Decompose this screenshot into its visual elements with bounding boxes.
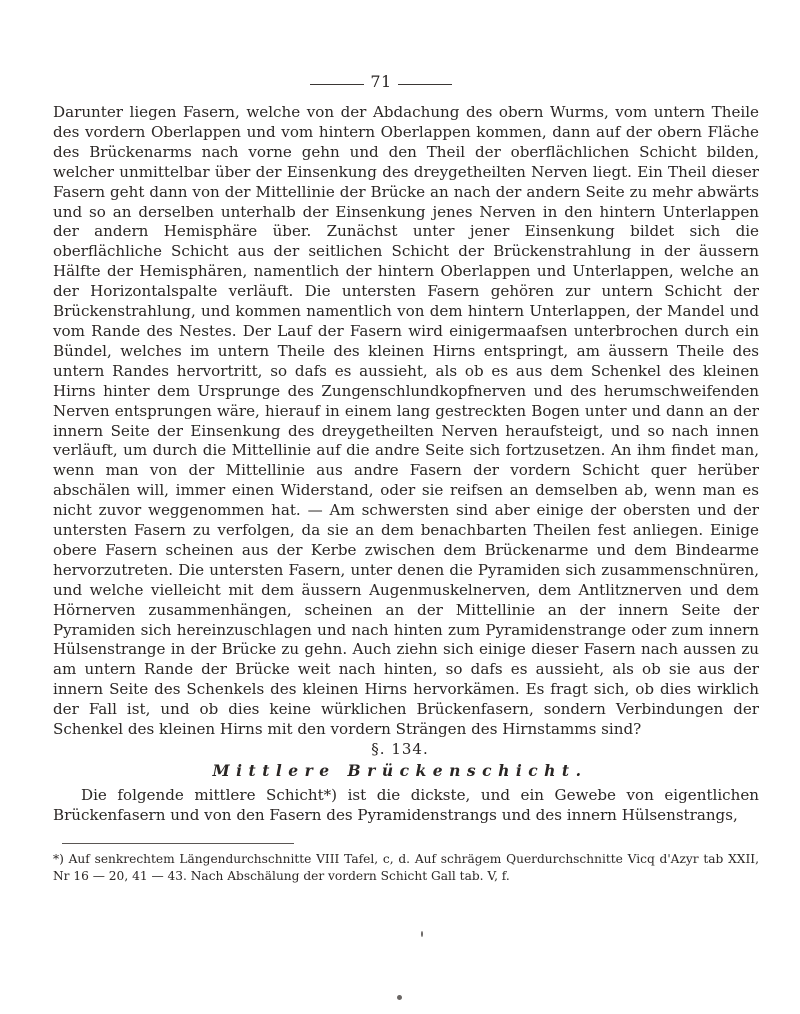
- section-title: Mittlere Brückenschicht.: [212, 761, 588, 780]
- footnote: *) Auf senkrechtem Längendurchschnitte VIII Tafel, c, d. Auf schrägem Querdurchschnitte Vicq d'Azyr tab XXII, Nr 16 — 20, 41 — 43. Nach Abschälung der vordern Schicht Gall tab. V, f.: [53, 852, 759, 883]
- page-header: [0, 72, 800, 94]
- section-body: Die folgende mittlere Schicht*) ist die dickste, und ein Gewebe von eigentlichen Brückenfasern und von den Fasern des Pyramidenstrangs und des innern Hülsenstrangs,: [53, 786, 759, 824]
- header-rule-left: [310, 84, 364, 85]
- header-rule-right: [398, 84, 452, 85]
- footnote-rule: [62, 843, 294, 844]
- paragraph-main: Darunter liegen Fasern, welche von der Abdachung des obern Wurms, vom untern Theile des vordern Oberlappen und vom hintern Oberlappen kommen, dann auf der obern Fläche des Brückenarms nach vorne gehn und den Theil der oberflächlichen Schicht bilden, welcher unmittelbar über der Einsenkung des dreygetheilten Nerven liegt. Ein Theil dieser Fasern geht dann von der Mittellinie der Brücke an nach der andern Seite zu mehr abwärts und so an derselben unterhalb der Einsenkung jenes Nerven in den hintern Unterlappen der andern Hemisphäre über. Zunächst unter jener Einsenkung bildet sich die oberflächliche Schicht aus der seitlichen Schicht der Brückenstrahlung in der äussern Hälfte der Hemisphären, namentlich der hintern Oberlappen und Unterlappen, welche an der Horizontalspalte verläuft. Die untersten Fasern gehören zur untern Schicht der Brückenstrahlung, und kommen namentlich von dem hintern Unterlappen, der Mandel und vom Rande des Nestes. Der Lauf der Fasern wird einigermaafsen unterbrochen durch ein Bündel, welches im untern Theile des kleinen Hirns entspringt, am äussern Theile des untern Randes hervortritt, so dafs es aussieht, als ob es aus dem Schenkel des kleinen Hirns hinter dem Ursprunge des Zungenschlundkopfnerven und des herumschweifenden Nerven entsprungen wäre, hierauf in einem lang gestreckten Bogen unter und dann an der innern Seite der Einsenkung des dreygetheilten Nerven heraufsteigt, und so nach innen verläuft, um durch die Mittellinie auf die andre Seite sich fortzusetzen. An ihm findet man, wenn man von der Mittellinie aus andre Fasern der vordern Schicht quer herüber abschälen will, immer einen Widerstand, oder sie reifsen an demselben ab, wenn man es nicht zuvor weggenommen hat. — Am schwersten sind aber einige der obersten und der untersten Fasern zu verfolgen, da sie an dem benachbarten Theilen fest anliegen. Einige obere Fasern scheinen aus der Kerbe zwischen dem Brückenarme und dem Bindearme hervorzutreten. Die untersten Fasern, unter denen die Pyramiden sich zusammenschnüren, und welche vielleicht mit dem äussern Augenmuskelnerven, dem Antlitznerven und dem Hörnerven zusammenhängen, scheinen an der Mittellinie an der innern Seite der Pyramiden sich hereinzuschlagen und nach hinten zum Pyramidenstrange oder zum innern Hülsenstrange in der Brücke zu gehn. Auch ziehn sich einige dieser Fasern nach aussen zu am untern Rande der Brücke weit nach hinten, so dafs es aussieht, als ob sie aus der innern Seite des Schenkels des kleinen Hirns hervorkämen. Es fragt sich, ob dies wirklich der Fall ist, und ob dies keine würklichen Brückenfasern, sondern Verbindungen der Schenkel des kleinen Hirns mit den vordern Strängen des Hirnstamms sind?: [53, 103, 759, 739]
- main-text: [53, 103, 759, 740]
- paper-speck: [421, 931, 423, 937]
- section-number: §. 134.: [371, 740, 429, 758]
- page-number: 71: [370, 72, 392, 91]
- paper-speck: [397, 995, 402, 1000]
